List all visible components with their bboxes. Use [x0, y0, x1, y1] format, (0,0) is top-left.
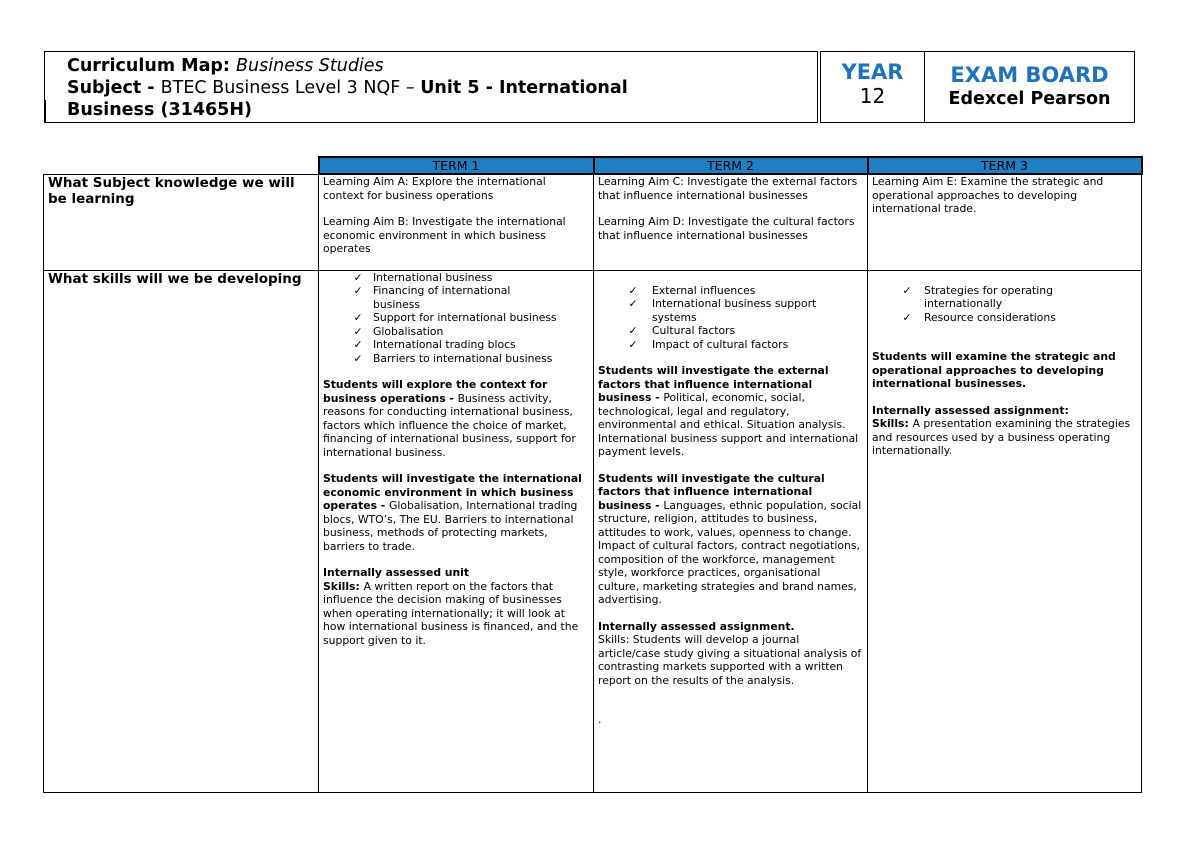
- subject-line-cont: [67, 99, 817, 121]
- year-label: YEAR: [841, 60, 904, 84]
- term-2-knowledge: [594, 174, 868, 270]
- check-icon: ✓: [628, 283, 638, 297]
- check-icon: ✓: [902, 283, 912, 297]
- check-icon: ✓: [353, 338, 363, 351]
- header-blank-cell: [44, 157, 319, 174]
- list-item: ✓ Cultural factors: [625, 324, 863, 338]
- knowledge-row-label: What Subject knowledge we will be learning: [44, 174, 319, 270]
- year-cell: [821, 52, 925, 122]
- skills-row: [44, 270, 1142, 792]
- term-1-knowledge: [319, 174, 594, 270]
- term-2-tick-list: [598, 284, 863, 352]
- exam-board-cell: [925, 52, 1134, 122]
- list-item: ✓ Barriers to international business: [350, 352, 589, 366]
- learning-aim-c: Learning Aim C: Investigate the external factors that influence international businesses: [598, 175, 858, 202]
- list-item: ✓ International trading blocs: [350, 338, 589, 352]
- term-3-header: TERM 3: [868, 157, 1142, 174]
- check-icon: ✓: [353, 284, 363, 297]
- assessment-skills: Skills: A presentation examining the strategies and resources used by a business operating internationally.: [872, 417, 1131, 457]
- assessment-heading: Internally assessed assignment.: [598, 619, 795, 633]
- term-3-knowledge: [868, 174, 1142, 270]
- trailing-dot: .: [598, 713, 602, 726]
- list-item: ✓ International business: [350, 271, 558, 285]
- term-3-tick-list: [872, 284, 1137, 325]
- check-icon: ✓: [902, 310, 912, 324]
- year-board-box: [820, 51, 1135, 123]
- title-line: [67, 55, 817, 77]
- title-block: [44, 51, 818, 123]
- learning-aim-e: Learning Aim E: Examine the strategic and operational approaches to developing international trade.: [872, 175, 1104, 215]
- skills-row-label: What skills will we be developing: [44, 270, 319, 792]
- context-paragraph: Students will explore the context for business operations - Business activity, reasons for conducting international business, factors which influence the choice of market, financing of international business, support for international business.: [323, 378, 576, 459]
- year-value: 12: [859, 84, 886, 108]
- check-icon: ✓: [628, 297, 638, 310]
- list-item: ✓ Resource considerations: [899, 311, 1137, 325]
- subject-line: [67, 77, 817, 99]
- term-2-skills: [594, 270, 868, 792]
- check-icon: ✓: [628, 337, 638, 351]
- subject-qualification: BTEC Business Level 3 NQF –: [160, 78, 421, 98]
- term-3-skills: [868, 270, 1142, 792]
- assessment-heading: Internally assessed assignment:: [872, 403, 1069, 417]
- list-item: ✓ Financing of international business: [350, 284, 518, 311]
- list-item: ✓ External influences: [625, 284, 863, 298]
- term-1-skills: [319, 270, 594, 792]
- learning-aim-b: Learning Aim B: Investigate the international economic environment in which business operates: [323, 215, 566, 255]
- assessment-skills: Skills: Students will develop a journal article/case study giving a situational analysis of contrasting markets supported with a written report on the results of the analysis.: [598, 633, 862, 687]
- list-item: ✓ Support for international business: [350, 311, 589, 325]
- title-subject: Business Studies: [236, 56, 384, 76]
- exam-board-label: EXAM BOARD: [950, 63, 1109, 87]
- check-icon: ✓: [353, 270, 363, 284]
- check-icon: ✓: [628, 324, 638, 337]
- margin-mark: [44, 100, 46, 122]
- term-1-tick-list: [323, 271, 589, 366]
- learning-aim-a: Learning Aim A: Explore the international context for business operations: [323, 175, 546, 202]
- subject-unit-cont: Business (31465H): [67, 100, 252, 120]
- cultural-factors-paragraph: Students will investigate the cultural factors that influence international business - Languages, ethnic population, social structure, religion, attitudes to business, attitudes to work, values, openness to change. Impact of cultural factors, contract negotiations, composition of the workforce, management style, workforce practices, organisational culture, marketing strategies and brand names, advertising.: [598, 471, 862, 606]
- list-item: ✓ Strategies for operating internationally: [899, 284, 1084, 311]
- strategic-approaches-paragraph: Students will examine the strategic and operational approaches to developing international businesses.: [872, 350, 1116, 390]
- term-1-header: TERM 1: [319, 157, 594, 174]
- term-2-header: TERM 2: [594, 157, 868, 174]
- assessment-heading: Internally assessed unit: [323, 566, 470, 579]
- subject-unit: Unit 5 - International: [420, 78, 628, 98]
- external-factors-paragraph: Students will investigate the external factors that influence international business - Political, economic, social, technological, legal and regulatory, environmental and ethical. Situation analysis. International business support and international payment levels.: [598, 364, 859, 458]
- term-header-row: [44, 157, 1142, 174]
- subject-prefix: Subject -: [67, 78, 161, 98]
- list-item: ✓ Impact of cultural factors: [625, 338, 863, 352]
- check-icon: ✓: [353, 311, 363, 324]
- curriculum-table: [43, 156, 1143, 793]
- list-item: ✓ Globalisation: [350, 325, 589, 339]
- exam-board-value: Edexcel Pearson: [948, 89, 1111, 109]
- knowledge-row: [44, 174, 1142, 270]
- check-icon: ✓: [353, 324, 363, 338]
- check-icon: ✓: [353, 351, 363, 365]
- economic-environment-paragraph: Students will investigate the international economic environment in which business operates - Globalisation, International trading blocs, WTO’s, The EU. Barriers to international business, methods of protecting markets, barriers to trade.: [323, 472, 582, 553]
- title-prefix: Curriculum Map:: [67, 56, 237, 76]
- assessment-skills: Skills: A written report on the factors that influence the decision making of businesses when operating internationally; it will look at how international business is financed, and the support given to it.: [323, 579, 579, 647]
- list-item: ✓ International business support systems: [625, 297, 832, 324]
- learning-aim-d: Learning Aim D: Investigate the cultural factors that influence international businesses: [598, 215, 855, 242]
